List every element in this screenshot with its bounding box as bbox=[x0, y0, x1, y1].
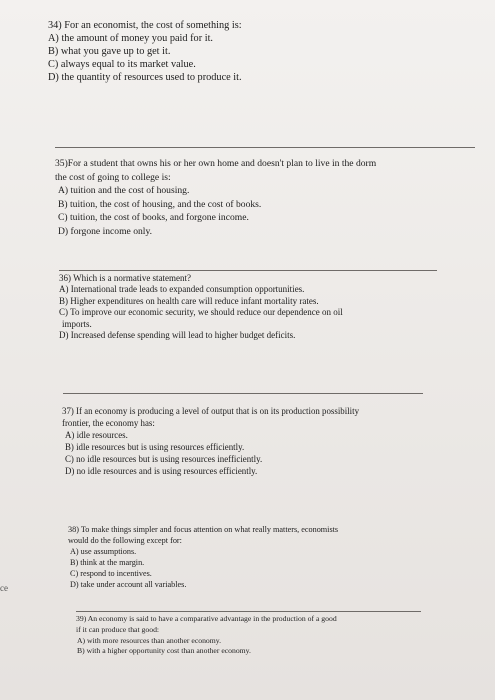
question-39 bbox=[76, 614, 337, 657]
question-34-option-a: A) the amount of money you paid for it. bbox=[48, 33, 214, 45]
question-36 bbox=[59, 273, 343, 341]
margin-text-fragment: ce bbox=[0, 583, 8, 593]
question-38-option-b: B) think at the margin. bbox=[70, 558, 145, 567]
question-37-option-b: B) idle resources but is using resources efficiently. bbox=[65, 442, 245, 453]
divider-rule bbox=[63, 393, 423, 394]
question-37-option-a: A) idle resources. bbox=[65, 430, 128, 441]
question-36-option-c: C) To improve our economic security, we should reduce our dependence on oil bbox=[59, 307, 343, 318]
question-37 bbox=[62, 405, 359, 478]
question-36-option-c-cont: imports. bbox=[62, 318, 92, 329]
question-37-option-d: D) no idle resources and is using resources efficiently. bbox=[65, 466, 258, 477]
question-35 bbox=[55, 157, 376, 239]
question-34-option-d: D) the quantity of resources used to produce it. bbox=[48, 72, 242, 84]
question-35-option-a: A) tuition and the cost of housing. bbox=[58, 185, 190, 197]
question-35-stem-line-1: 35)For a student that owns his or her own home and doesn't plan to live in the dorm bbox=[55, 158, 377, 169]
question-35-stem-line-2: the cost of going to college is: bbox=[55, 171, 171, 183]
question-39-option-b: B) with a higher opportunity cost than another economy. bbox=[77, 646, 251, 656]
question-35-option-c: C) tuition, the cost of books, and forgone income. bbox=[58, 212, 249, 224]
question-38-stem-line-2: would do the following except for: bbox=[68, 536, 182, 545]
question-34 bbox=[48, 19, 242, 84]
question-39-stem-line-1: 39) An economy is said to have a comparative advantage in the production of a good bbox=[76, 614, 337, 623]
question-38-option-a: A) use assumptions. bbox=[70, 547, 137, 556]
question-37-option-c: C) no idle resources but is using resources inefficiently. bbox=[65, 454, 263, 465]
question-38-option-c: C) respond to incentives. bbox=[70, 569, 152, 578]
question-38-stem-line-1: 38) To make things simpler and focus attention on what really matters, economists bbox=[68, 525, 339, 534]
divider-rule bbox=[55, 147, 475, 148]
question-35-option-b: B) tuition, the cost of housing, and the cost of books. bbox=[58, 198, 262, 210]
question-37-stem-line-1: 37) If an economy is producing a level of output that is on its production possibility bbox=[62, 406, 360, 416]
question-36-option-d: D) Increased defense spending will lead to higher budget deficits. bbox=[59, 330, 296, 341]
question-39-stem-line-2: if it can produce that good: bbox=[76, 624, 160, 634]
question-36-option-b: B) Higher expenditures on health care will reduce infant mortality rates. bbox=[59, 295, 319, 306]
question-35-option-d: D) forgone income only. bbox=[58, 225, 153, 237]
question-38-option-d: D) take under account all variables. bbox=[70, 580, 187, 589]
question-34-option-c: C) always equal to its market value. bbox=[48, 59, 196, 71]
divider-rule bbox=[59, 270, 437, 271]
divider-rule bbox=[76, 611, 421, 612]
question-36-stem: 36) Which is a normative statement? bbox=[59, 273, 192, 283]
question-34-stem: 34) For an economist, the cost of something is: bbox=[48, 20, 242, 31]
question-38 bbox=[68, 524, 338, 590]
question-34-option-b: B) what you gave up to get it. bbox=[48, 46, 171, 58]
question-36-option-a: A) International trade leads to expanded consumption opportunities. bbox=[59, 284, 305, 295]
question-39-option-a: A) with more resources than another economy. bbox=[77, 635, 222, 645]
question-37-stem-line-2: frontier, the economy has: bbox=[62, 418, 155, 429]
